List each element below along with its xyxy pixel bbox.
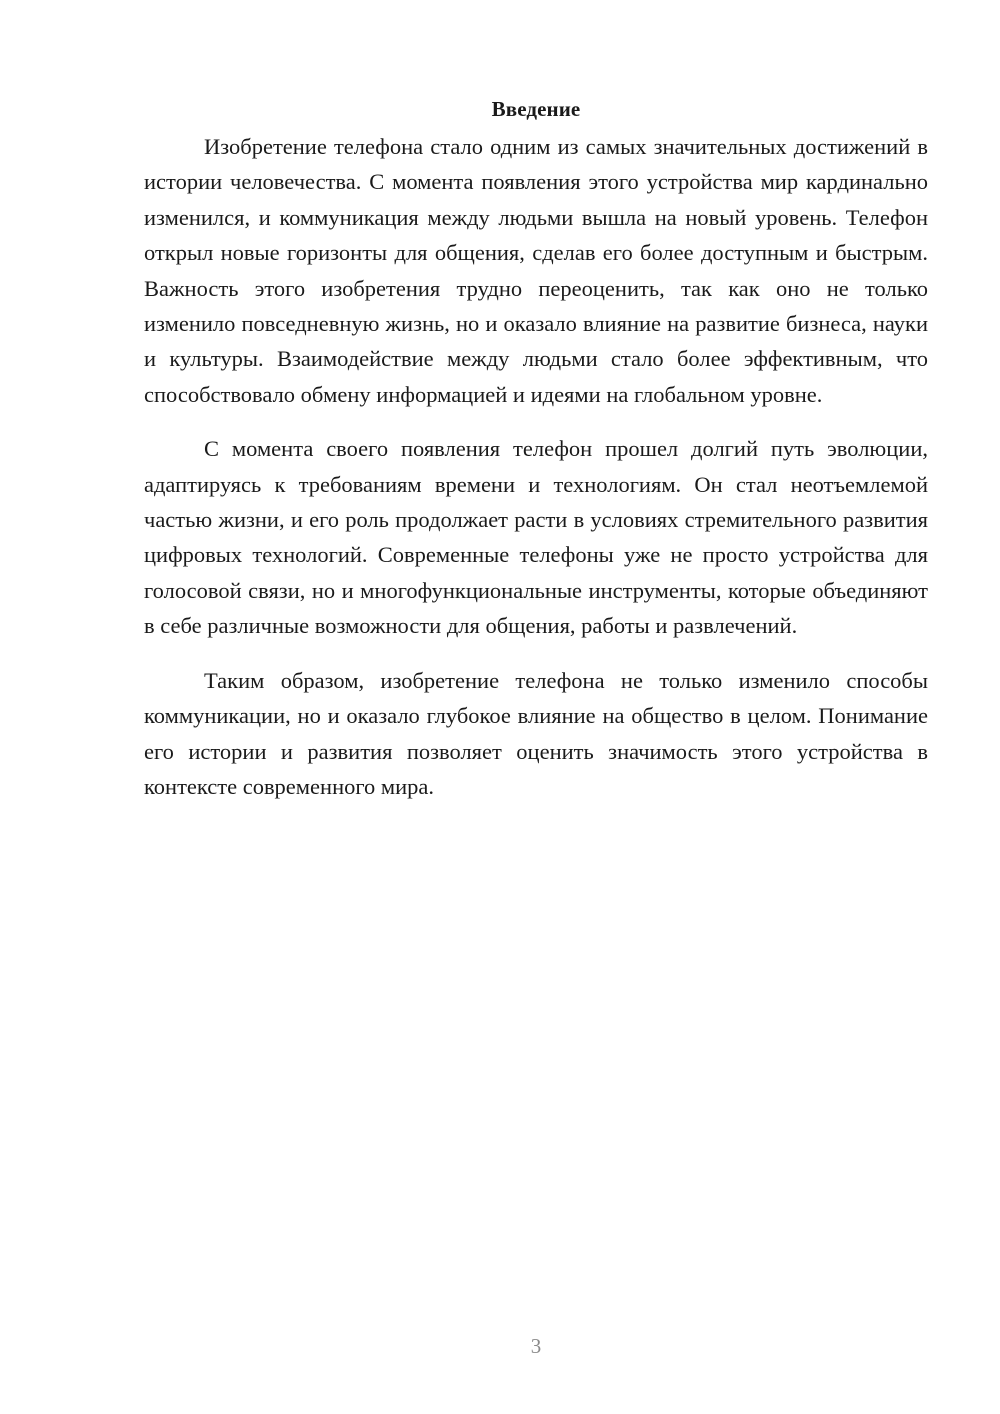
paragraph-2: С момента своего появления телефон прошел долгий путь эволюции, адаптируясь к требованиям времени и технологиям. Он стал неотъемлемой частью жизни, и его роль продолжает расти в условиях стремительного развития цифровых технологий. Современные телефоны уже не просто устройства для голосовой связи, но и многофункциональные инструменты, которые объединяют в себе различные возможности для общения, работы и развлечений.	[144, 436, 928, 639]
page-number: 3	[530, 1334, 542, 1358]
paragraph-3: Таким образом, изобретение телефона не только изменило способы коммуникации, но и оказало глубокое влияние на общество в целом. Понимание его истории и развития позволяет оценить значимость этого устройства в контексте современного мира.	[144, 667, 928, 799]
section-heading: Введение	[491, 97, 581, 121]
paragraph-1: Изобретение телефона стало одним из самых значительных достижений в истории человечества. С момента появления этого устройства мир кардинально изменился, и коммуникация между людьми вышла на новый уровень. Телефон открыл новые горизонты для общения, сделав его более доступным и быстрым. Важность этого изобретения трудно переоценить, так как оно не только изменило повседневную жизнь, но и оказало влияние на развитие бизнеса, науки и культуры. Взаимодействие между людьми стало более эффективным, что способствовало обмену информацией и идеями на глобальном уровне.	[144, 134, 928, 407]
page-content	[144, 92, 928, 804]
